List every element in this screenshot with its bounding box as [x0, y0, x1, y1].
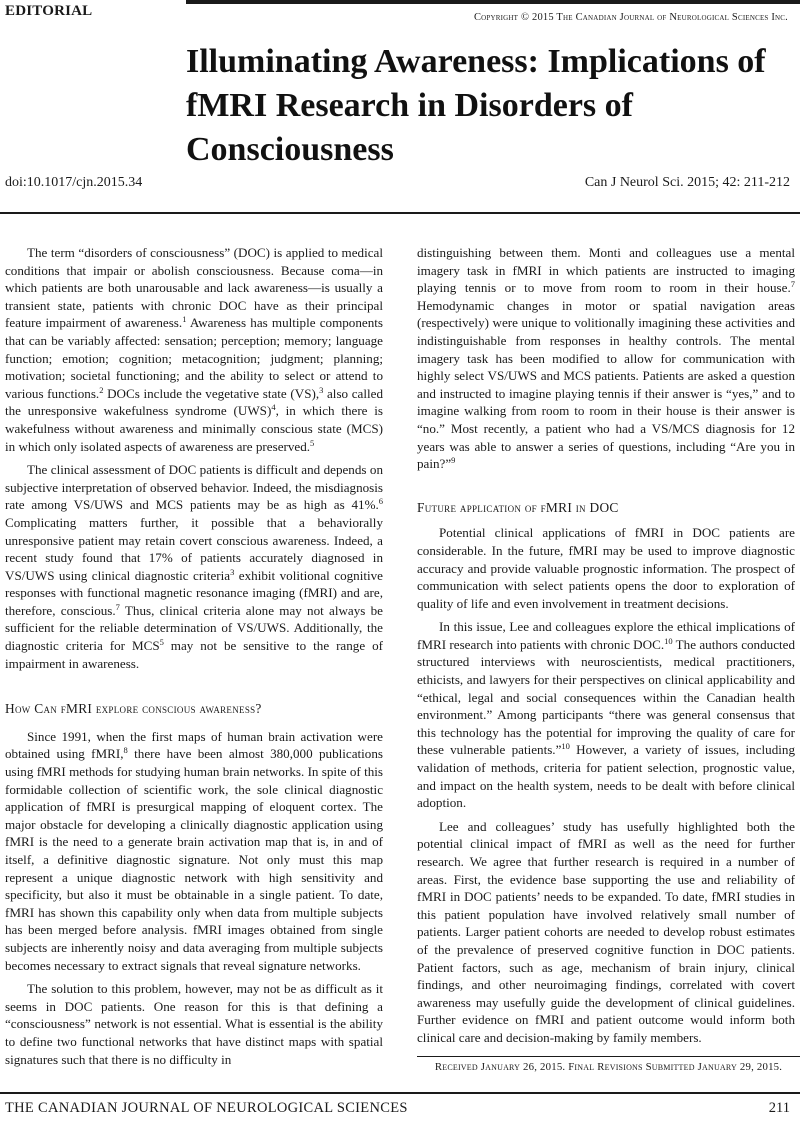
paragraph: Lee and colleagues’ study has usefully highlighted both the potential clinical impact of fMRI as well as the need for further research. We agree that further research is required in a number of areas. First, the evidence base supporting the use and reliability of fMRI in DOC patients’ needs to be expanded. To date, fMRI studies in this patient population have involved relatively small number of patients. Larger patient cohorts are needed to develop robust estimates of the prevalence of preserved cognitive function in DOC patients. Patient factors, such as age, mechanism of brain injury, clinical findings, and other neuroimaging findings, correlated with covert awareness may usefully guide the development of clinical guidelines. Further evidence on fMRI and patient outcome would inform both clinical care and decision-making by family members.: [417, 818, 795, 1045]
footer-rule: [0, 1092, 800, 1094]
header-rule: [0, 212, 800, 214]
paragraph: distinguishing between them. Monti and colleagues use a mental imagery task in fMRI in which patients are instructed to imaging playing tennis or to move from room to room in their house.$^7$ Hemodynamic changes in motor or spatial navigation areas (respectively) were unique to volitionally imagining these activities and indistinguishable from responses in healthy controls. The mental imagery task has been modified to allow for communication with highly select VS/UWS and MCS patients. Patients are asked a question and instructed to imagine playing tennis if their answer is “yes,” and to imagine walking from room to room in their house is their answer is “no.” Most recently, a patient who had a VS/MCS diagnosis for 12 years was able to answer a series of questions, including “Are you in pain?”$^9$: [417, 245, 795, 472]
page-number: 211: [768, 1100, 790, 1116]
section-heading: Future application of fMRI in DOC: [417, 499, 619, 515]
copyright-notice: Copyright © 2015 The Canadian Journal of Neurological Sciences Inc.: [473, 12, 788, 23]
journal-name: THE CANADIAN JOURNAL OF NEUROLOGICAL SCIENCES: [5, 1100, 408, 1116]
left-column: [5, 244, 383, 1068]
article-title: Illuminating Awareness: Implications of fMRI Research in Disorders of Consciousness: [186, 43, 766, 168]
received-rule: [417, 1056, 800, 1057]
top-rule: [186, 0, 800, 4]
paragraph: In this issue, Lee and colleagues explore the ethical implications of fMRI research into patients with chronic DOC.$^{10}$ The authors conducted structured interviews with neuroscientists, medical practitioners, ethicists, and lawyers for their perspectives on clinical applicability and “ethical, legal and social consequences within the Canadian health environment.” Among participants “there was general consensus that this technology has the potential for improving the quality of care for these vulnerable patients.”$^{10}$ However, a variety of issues, including validation of methods, criteria for patient selection, prognostic value, and impact on the health system, needs to be dealt with before clinical adoption.: [417, 619, 796, 811]
section-heading: How Can fMRI explore conscious awareness?: [5, 701, 262, 717]
section-label: EDITORIAL: [5, 3, 93, 19]
paragraph: Potential clinical applications of fMRI in DOC patients are considerable. In the future, fMRI may be used to improve diagnostic accuracy and provide valuable prognostic information. The prospect of communication with select patients opens the door to exploration of quality of life and even involvement in treatment decisions.: [417, 525, 795, 611]
paragraph: Since 1991, when the first maps of human brain activation were obtained using fMRI,$^8$ there have been almost 380,000 publications using fMRI methods for studying human brain networks. In spite of this formidable collection of scientific work, the sole clinical diagnostic application of fMRI is presurgical mapping of eloquent cortex. The major obstacle for developing a clinically diagnostic application using fMRI is the need to a generate brain activation map that is, in and of itself, a definitive diagnostic signature. Not only must this map represent a unique diagnostic network with high sensitivity and specificity, but also it must be obtainable in a single patient. To date, fMRI has shown this capability only when data from multiple subjects has been merged before analysis. fMRI images obtained from single subjects are inherently noisy and data averaging from multiple subjects becomes necessary to extract signals that reveal signature networks.: [5, 728, 383, 973]
paragraph: The solution to this problem, however, may not be as difficult as it seems in DOC patients. One reason for this is that defining a “consciousness” network is not essential. What is essential is the ability to define two functional networks that have distinct maps with spatial signatures such that there is no difficulty in: [5, 981, 383, 1067]
received-note: Received January 26, 2015. Final Revisions Submitted January 29, 2015.: [434, 1061, 783, 1073]
doi-link[interactable]: doi:10.1017/cjn.2015.34: [5, 175, 143, 190]
right-column: [417, 244, 795, 1047]
paragraph: The term “disorders of consciousness” (DOC) is applied to medical conditions that impair or abolish consciousness. Because coma—in which patients are both unarousable and lack awareness—is usually a transient state, patients with chronic DOC have as their principal feature impairment of awareness.$^1$ Awareness has multiple components that can be variably affected: sensation; perception; memory; language function; emotion; cognition; metacognition; judgment; planning; motivation; societal functioning; and the ability to select or attend to various functions.$^2$ DOCs include the vegetative state (VS),$^3$ also called the unresponsive wakefulness syndrome (UWS)$^4$, in which there is wakefulness without awareness and minimally conscious state (MCS) in which only isolated aspects of awareness are preserved.$^5$: [5, 245, 383, 454]
citation: Can J Neurol Sci. 2015; 42: 211-212: [584, 175, 790, 190]
paragraph: The clinical assessment of DOC patients is difficult and depends on subjective interpretation of observed behavior. Indeed, the misdiagnosis rate among VS/UWS and MCS patients may be as high as 41%.$^6$ Complicating matters further, it possible that a behaviorally unresponsive patient may retain covert conscious awareness. Indeed, a recent study found that 17% of patients accurately diagnosed in VS/UWS using clinical diagnostic criteria$^3$ exhibit volitional cognitive responses with functional magnetic resonance imaging (fMRI) and are, therefore, conscious.$^7$ Thus, clinical criteria alone may not always be sufficient for the reliable determination of VS/UWS. Additionally, the diagnostic criteria for MCS$^5$ may not be sensitive to the range of impairment in awareness.: [5, 462, 383, 671]
